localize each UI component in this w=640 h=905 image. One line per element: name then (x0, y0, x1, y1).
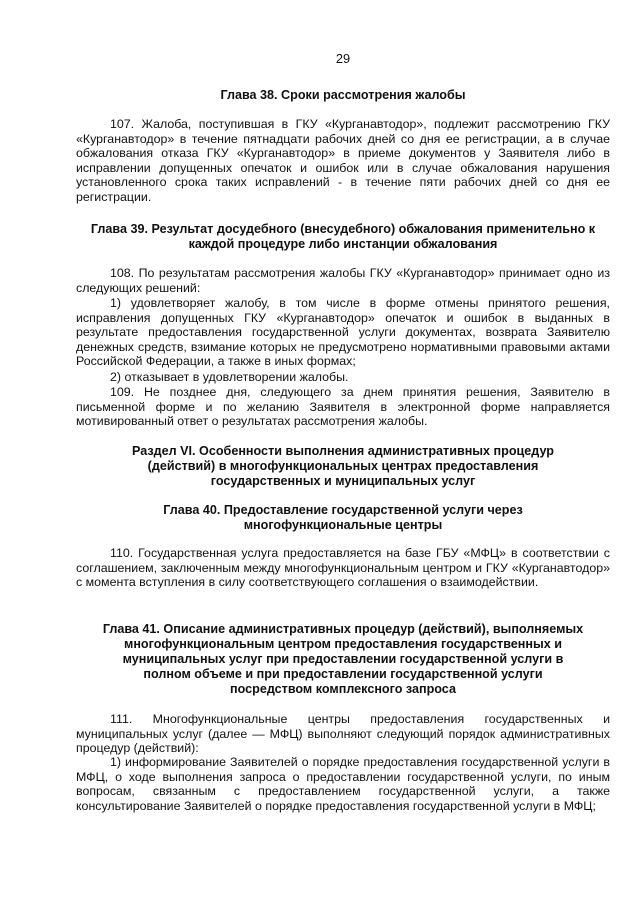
paragraph-109: 109. Не позднее дня, следующего за днем принятия решения, Заявителю в письменной форме и по желанию Заявителя в электронной форме направляется мотивированный ответ о результатах рассмотрения жалобы. (76, 385, 610, 429)
paragraph-108-item-2: 2) отказывает в удовлетворении жалобы. (110, 370, 349, 384)
heading-chapter-39: Глава 39. Результат досудебного (внесудебного) обжалования применительно к каждой процедуре либо инстанции обжалования (90, 222, 596, 251)
heading-section-6: Раздел VI. Особенности выполнения административных процедур (действий) в многофункциональных центрах предоставления государственных и муниципальных услуг (132, 444, 554, 488)
heading-chapter-41: Глава 41. Описание административных процедур (действий), выполняемых многофункциональным центром предоставления государственных и муниципальных услуг при предоставлении государственной услуги в полном объеме и при предоставлении государственной услуги посредством комплексного запроса (102, 622, 584, 696)
heading-chapter-40: Глава 40. Предоставление государственной услуги через многофункциональные центры (163, 503, 523, 532)
paragraph-108: 108. По результатам рассмотрения жалобы ГКУ «Курганавтодор» принимает одно из следующих решений: (76, 266, 610, 295)
page-number: 29 (335, 51, 351, 66)
paragraph-110: 110. Государственная услуга предоставляется на базе ГБУ «МФЦ» в соответствии с соглашением, заключенным между многофункциональным центром и ГКУ «Курганавтодор» с момента вступления в силу соответствующего соглашения о взаимодействии. (76, 546, 610, 590)
paragraph-111-item-1: 1) информирование Заявителей о порядке предоставления государственной услуги в МФЦ, о ходе выполнения запроса о предоставлении государственной услуги, по иным вопросам, связанным с предоставлением государственной услуги, а также консультирование Заявителей о порядке предоставления государственной услуги в МФЦ; (76, 755, 610, 813)
paragraph-107: 107. Жалоба, поступившая в ГКУ «Курганавтодор», подлежит рассмотрению ГКУ «Курганавтодор» в течение пятнадцати рабочих дней со дня ее регистрации, а в случае обжалования отказа ГКУ «Курганавтодор» в приеме документов у Заявителя либо в исправлении допущенных опечаток и ошибок или в случае обжалования нарушения установленного срока таких исправлений - в течение пяти рабочих дней со дня ее регистрации. (76, 117, 610, 204)
paragraph-111: 111. Многофункциональные центры предоставления государственных и муниципальных услуг (далее — МФЦ) выполняют следующий порядок административных процедур (действий): (76, 712, 610, 756)
document-page (76, 0, 610, 905)
paragraph-108-item-1: 1) удовлетворяет жалобу, в том числе в форме отмены принятого решения, исправления допущенных ГКУ «Курганавтодор» опечаток и ошибок в выданных в результате предоставления государственной услуги документах, возврата Заявителю денежных средств, взимание которых не предусмотрено нормативными правовыми актами Российской Федерации, а также в иных формах; (76, 296, 610, 369)
heading-chapter-38: Глава 38. Сроки рассмотрения жалобы (220, 88, 466, 102)
